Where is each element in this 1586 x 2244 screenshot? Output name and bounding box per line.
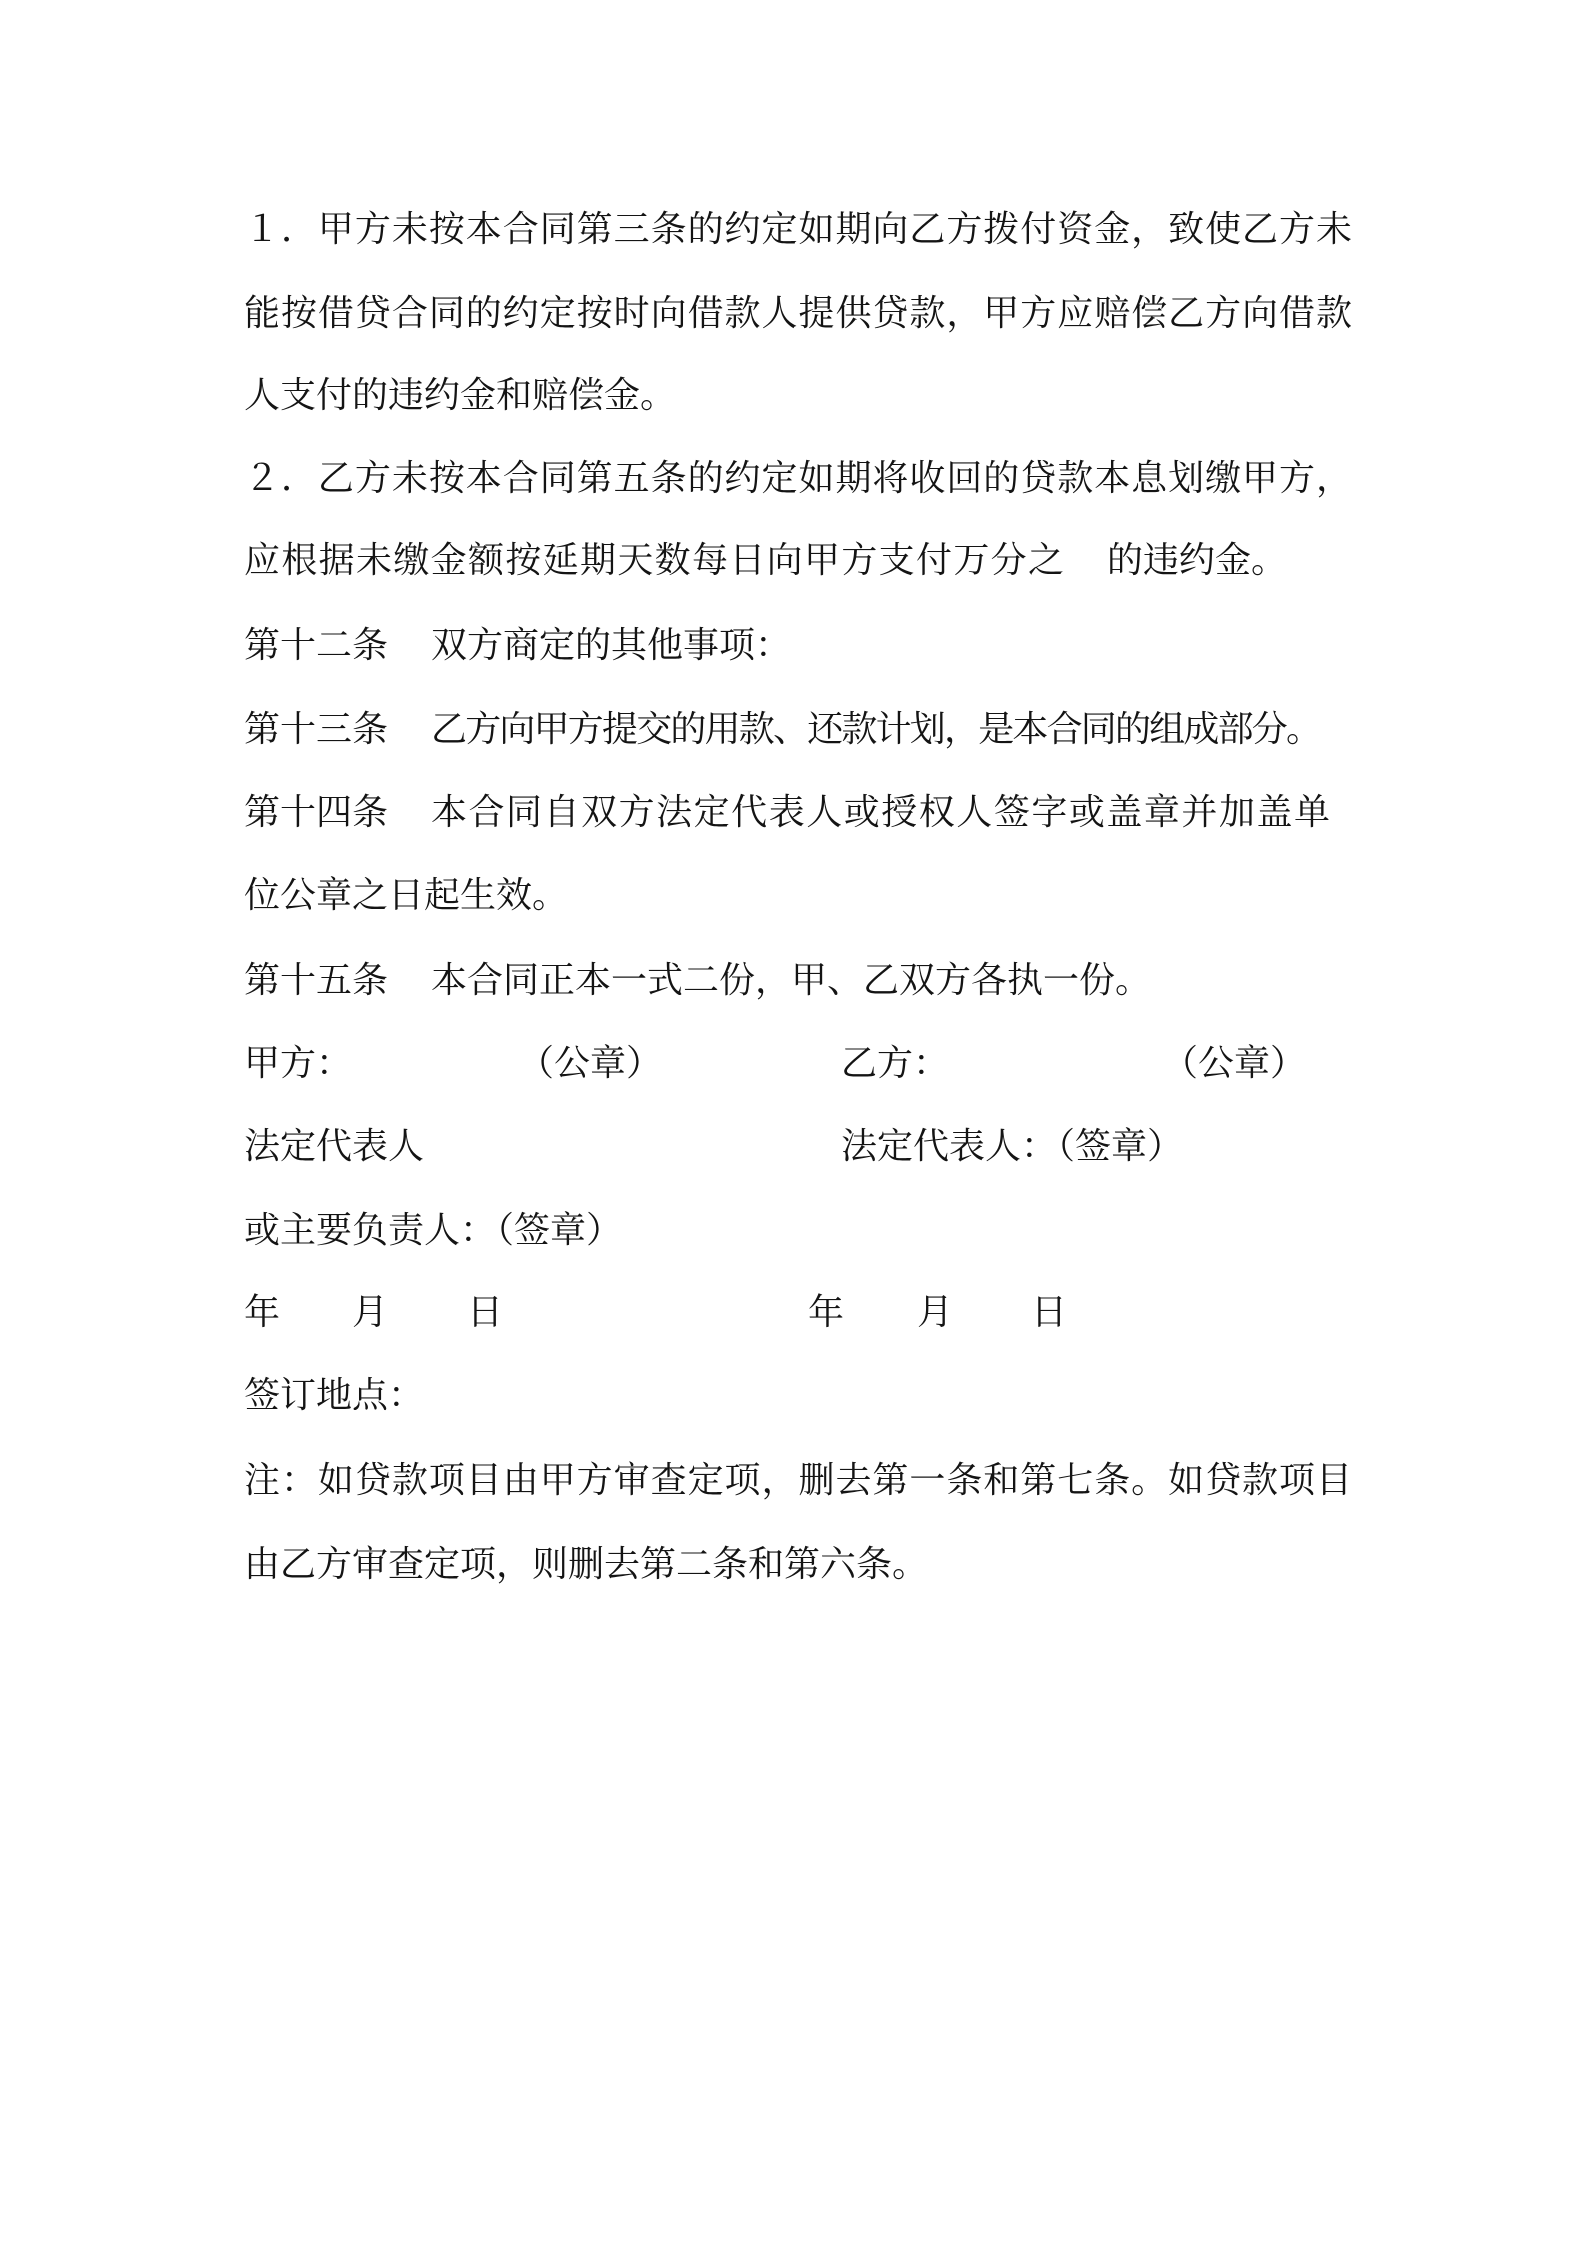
note-line-2: 由乙方审查定项，则删去第二条和第六条。 bbox=[244, 1544, 929, 1585]
party-a-date-year: 年 bbox=[244, 1292, 281, 1333]
article-13-label: 第十三条 bbox=[244, 709, 389, 750]
party-a-date-month: 月 bbox=[352, 1292, 389, 1333]
clause-1-line-3: 人支付的违约金和赔偿金。 bbox=[244, 375, 677, 416]
note-line-1: 注：如贷款项目由甲方审查定项，删去第一条和第七条。如贷款项目 bbox=[244, 1460, 1352, 1501]
article-14-text-line-1: 本合同自双方法定代表人或授权人签字或盖章并加盖单 bbox=[431, 792, 1330, 833]
party-a-label: 甲方： bbox=[244, 1043, 353, 1084]
party-b-seal: （公章） bbox=[1162, 1043, 1307, 1084]
party-b-date-month: 月 bbox=[917, 1292, 954, 1333]
signing-place: 签订地点： bbox=[244, 1375, 425, 1416]
article-13-text: 乙方向甲方提交的用款、还款计划，是本合同的组成部分。 bbox=[431, 709, 1321, 750]
clause-1-line-2: 能按借贷合同的约定按时向借款人提供贷款，甲方应赔偿乙方向借款 bbox=[244, 293, 1352, 334]
party-a-principal: 或主要负责人：（签章） bbox=[244, 1210, 623, 1251]
article-12-text: 双方商定的其他事项： bbox=[431, 625, 792, 666]
party-b-label: 乙方： bbox=[841, 1043, 950, 1084]
party-b-date-day: 日 bbox=[1031, 1292, 1068, 1333]
party-b-date-year: 年 bbox=[808, 1292, 845, 1333]
article-14-label: 第十四条 bbox=[244, 792, 389, 833]
clause-2-line-1: ２．乙方未按本合同第五条的约定如期将收回的贷款本息划缴甲方， bbox=[244, 458, 1352, 499]
party-a-date-day: 日 bbox=[467, 1292, 504, 1333]
clause-2-line-2-before-blank: 应根据未缴金额按延期天数每日向甲方支付万分之 bbox=[244, 540, 1064, 581]
clause-1-line-1: １．甲方未按本合同第三条的约定如期向乙方拨付资金，致使乙方未 bbox=[244, 209, 1352, 250]
party-b-legal-rep: 法定代表人：（签章） bbox=[841, 1126, 1184, 1167]
party-a-seal: （公章） bbox=[518, 1043, 663, 1084]
article-14-text-line-2: 位公章之日起生效。 bbox=[244, 875, 569, 916]
clause-2-line-2-after-blank: 的违约金。 bbox=[1107, 540, 1288, 581]
article-15-text: 本合同正本一式二份，甲、乙双方各执一份。 bbox=[431, 960, 1152, 1001]
party-a-legal-rep: 法定代表人 bbox=[244, 1126, 425, 1167]
article-12-label: 第十二条 bbox=[244, 625, 389, 666]
article-15-label: 第十五条 bbox=[244, 960, 389, 1001]
